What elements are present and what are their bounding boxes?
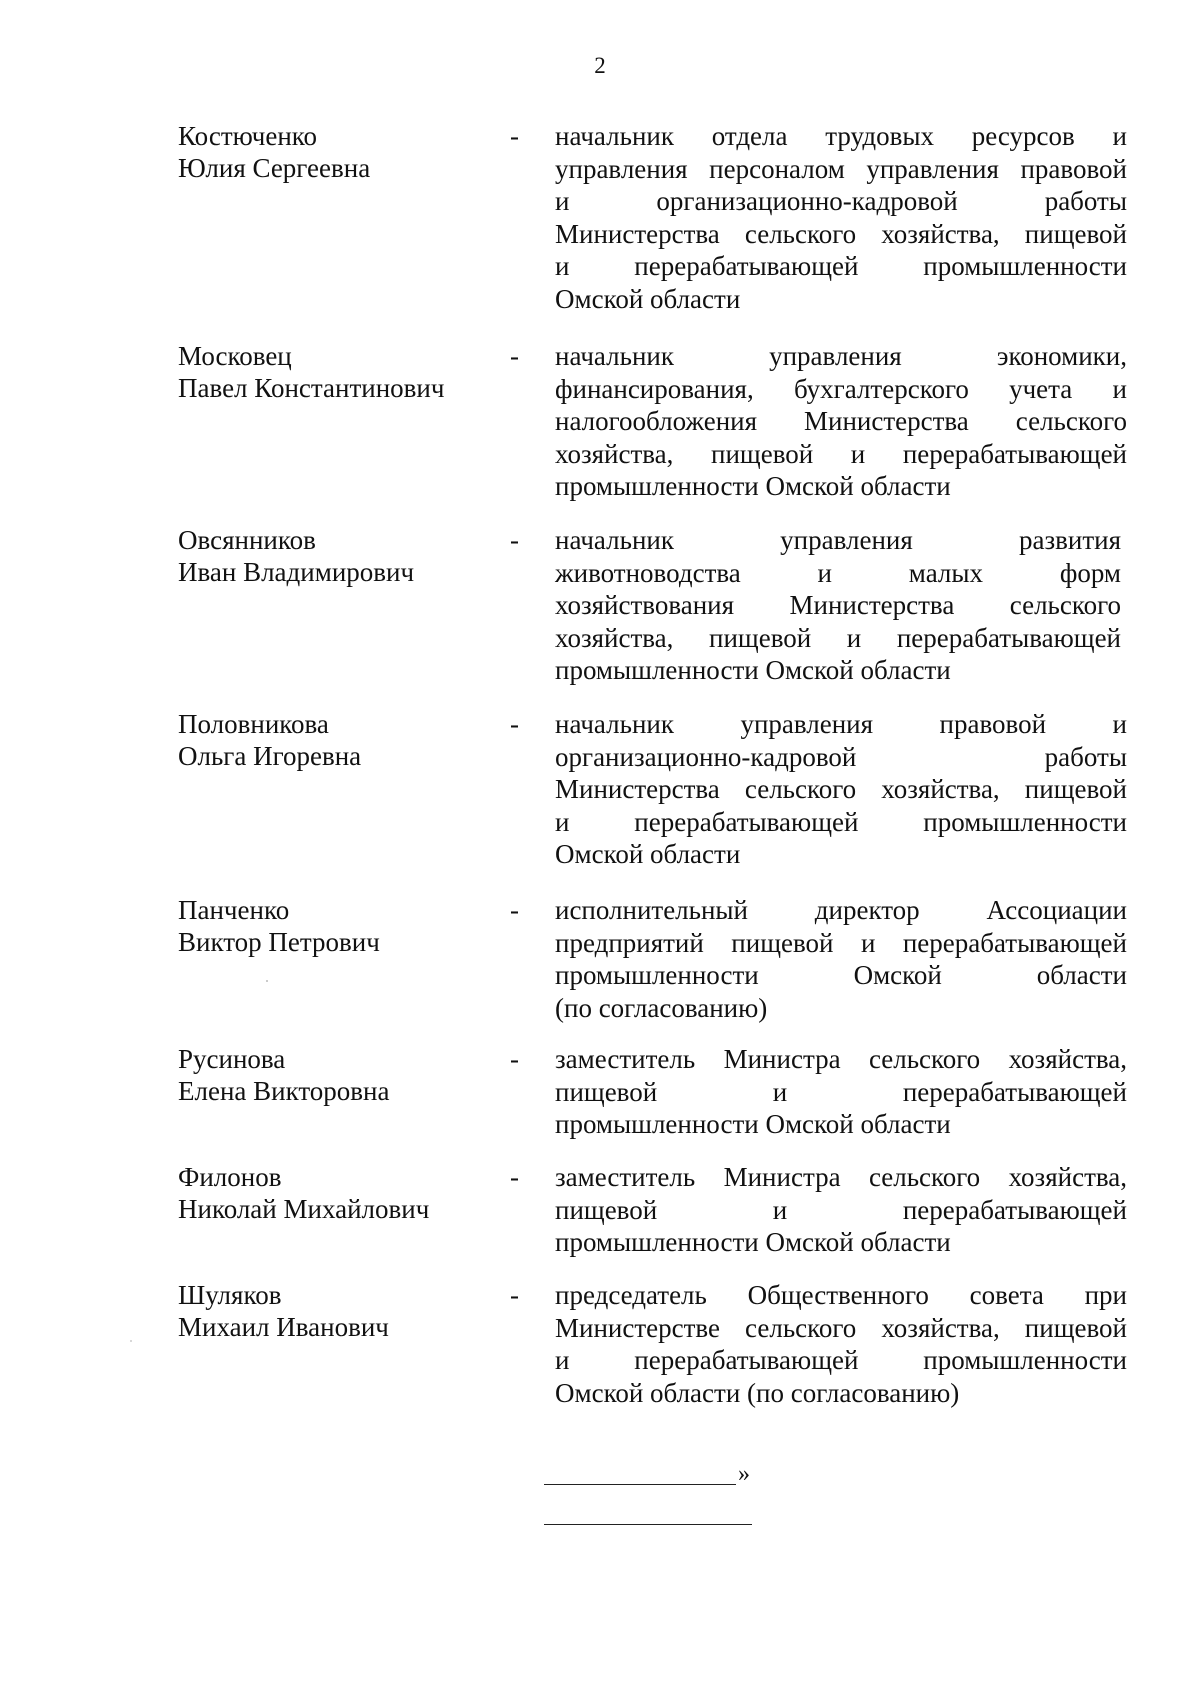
position-line: Омской области — [555, 283, 741, 314]
member-surname: Московец — [178, 341, 292, 371]
member-surname: Панченко — [178, 895, 290, 925]
member-position — [555, 1279, 1127, 1409]
member-given-name: Иван Владимирович — [178, 557, 415, 587]
separator-dash: - — [510, 1162, 519, 1192]
position-line: промышленности Омской области — [555, 655, 951, 685]
position-line: Министерстве сельского хозяйства, пищевой — [555, 1312, 1127, 1343]
position-line: и перерабатывающей промышленности — [555, 1345, 1127, 1375]
position-line: заместитель Министра сельского хозяйства, — [555, 1044, 1127, 1074]
member-given-name: Елена Викторовна — [178, 1076, 390, 1106]
scan-speck — [130, 1340, 132, 1342]
member-name — [178, 1161, 498, 1225]
member-position — [555, 120, 1127, 315]
member-position — [555, 708, 1127, 871]
member-name — [178, 524, 498, 588]
scan-speck — [266, 980, 268, 982]
position-line: предприятий пищевой и перерабатывающей — [555, 927, 1127, 958]
member-position — [555, 524, 1121, 687]
separator-dash: - — [510, 525, 519, 555]
member-position — [555, 1043, 1127, 1141]
separator-dash: - — [510, 121, 519, 151]
position-line: хозяйствования Министерства сельского — [555, 590, 1121, 620]
member-given-name: Павел Константинович — [178, 373, 445, 403]
member-surname: Овсянников — [178, 525, 316, 555]
closing-quote: » — [738, 1461, 750, 1487]
position-line: и перерабатывающей промышленности — [555, 251, 1127, 281]
closing-rule — [544, 1524, 752, 1525]
position-line: председатель Общественного совета при — [555, 1280, 1127, 1310]
position-line: организационно-кадровой работы — [555, 741, 1127, 772]
member-surname: Половникова — [178, 709, 329, 739]
member-given-name: Михаил Иванович — [178, 1312, 389, 1342]
separator-dash: - — [510, 341, 519, 371]
position-line: промышленности Омской области — [555, 960, 1127, 990]
member-given-name: Виктор Петрович — [178, 927, 380, 957]
separator-dash: - — [510, 1044, 519, 1074]
page-number: 2 — [594, 53, 606, 78]
position-line: (по согласованию) — [555, 992, 768, 1023]
member-surname: Филонов — [178, 1162, 282, 1192]
position-line: пищевой и перерабатывающей — [555, 1194, 1127, 1225]
position-line: хозяйства, пищевой и перерабатывающей — [555, 438, 1127, 469]
member-name — [178, 120, 498, 184]
member-name — [178, 1279, 498, 1343]
position-line: промышленности Омской области — [555, 471, 951, 501]
position-line: начальник управления развития — [555, 525, 1121, 555]
position-line: Министерства сельского хозяйства, пищевой — [555, 218, 1127, 249]
position-line: начальник управления правовой и — [555, 709, 1127, 739]
position-line: начальник отдела трудовых ресурсов и — [555, 121, 1127, 151]
position-line: промышленности Омской области — [555, 1109, 951, 1139]
member-position — [555, 1161, 1127, 1259]
position-line: Омской области — [555, 839, 741, 869]
position-line: налогообложения Министерства сельского — [555, 406, 1127, 436]
member-name — [178, 340, 498, 404]
member-given-name: Ольга Игоревна — [178, 741, 362, 771]
member-surname: Русинова — [178, 1044, 286, 1074]
member-name — [178, 1043, 498, 1107]
position-line: животноводства и малых форм — [555, 557, 1121, 588]
position-line: управления персоналом управления правовой — [555, 153, 1127, 184]
position-line: и организационно-кадровой работы — [555, 186, 1127, 216]
separator-dash: - — [510, 709, 519, 739]
position-line: хозяйства, пищевой и перерабатывающей — [555, 622, 1121, 653]
position-line: пищевой и перерабатывающей — [555, 1076, 1127, 1107]
member-surname: Шуляков — [178, 1280, 282, 1310]
position-line: исполнительный директор Ассоциации — [555, 895, 1127, 925]
member-name — [178, 894, 498, 958]
member-surname: Костюченко — [178, 121, 318, 151]
member-given-name: Юлия Сергеевна — [178, 153, 371, 183]
member-position — [555, 340, 1127, 503]
closing-rule — [544, 1484, 736, 1485]
position-line: Министерства сельского хозяйства, пищевой — [555, 774, 1127, 804]
member-name — [178, 708, 498, 772]
position-line: начальник управления экономики, — [555, 341, 1127, 371]
member-given-name: Николай Михайлович — [178, 1194, 430, 1224]
position-line: финансирования, бухгалтерского учета и — [555, 373, 1127, 404]
position-line: промышленности Омской области — [555, 1227, 951, 1257]
position-line: и перерабатывающей промышленности — [555, 806, 1127, 837]
member-position — [555, 894, 1127, 1024]
position-line: заместитель Министра сельского хозяйства, — [555, 1162, 1127, 1192]
position-line: Омской области (по согласованию) — [555, 1377, 960, 1408]
separator-dash: - — [510, 1280, 519, 1310]
separator-dash: - — [510, 895, 519, 925]
